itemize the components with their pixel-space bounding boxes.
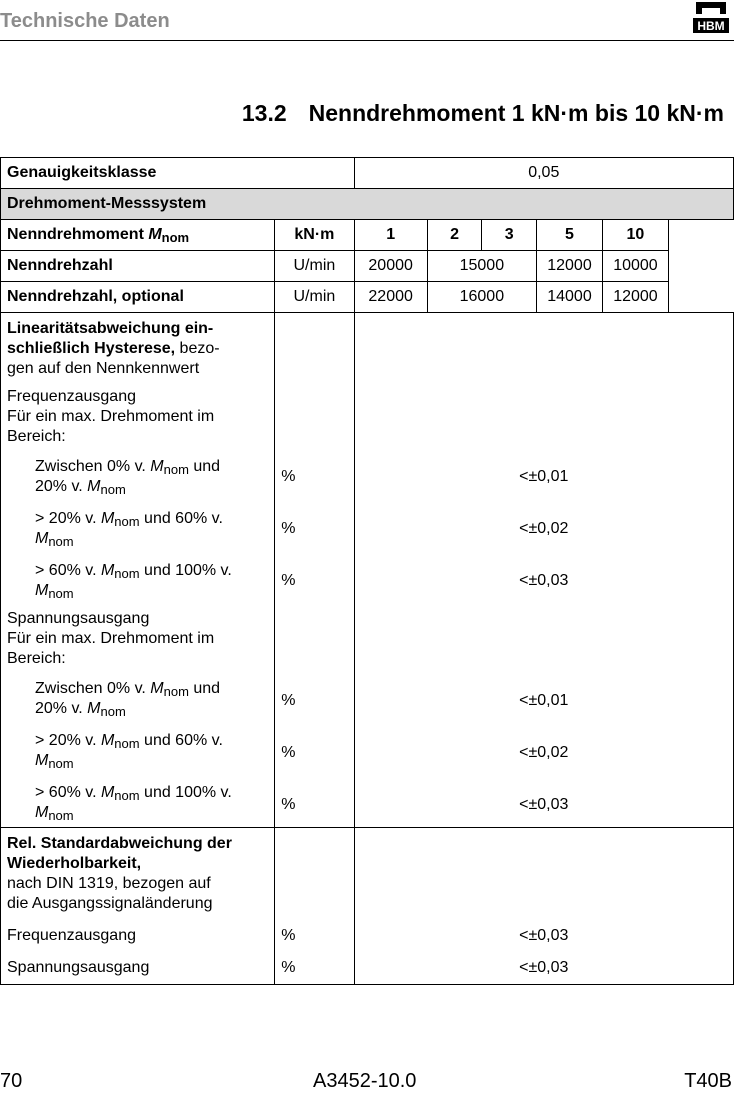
product-name: T40B — [684, 1070, 732, 1092]
header-title: Technische Daten — [0, 10, 170, 32]
doc-number: A3452-10.0 — [313, 1070, 417, 1092]
nominal-speed-optional-value: 22000 — [354, 282, 427, 313]
section-title — [242, 100, 724, 127]
nominal-torque-value: 1 — [354, 220, 427, 251]
repeatability-values: <±0,03 <±0,03 — [354, 828, 733, 985]
nominal-speed-unit: U/min — [275, 251, 354, 282]
nominal-speed-optional-value: 16000 — [427, 282, 536, 313]
linearity-labels: Linearitätsabweichung ein- schließlich Hysterese, bezo- gen auf den Nennkennwert Frequenzausgang Für ein max. Drehmoment im Bereich: Zwischen 0% v. $M_{nom}$ und 20% v. $M_{nom}$ > 20% v. $M_{nom}$ und 60% v. $M_{nom}$ > 60% v. $M_{nom}$ und 100% v. $M_{nom}$ Spannungsausgang Für ein max. Drehmoment im Bereich: Zwischen 0% v. $M_{nom}$ und 20% v. $M_{nom}$ > 20% v. $M_{nom}$ und 60% v. $M_{nom}$ > 60% v. $M_{nom}$ und 100% v. $M_{nom}$ — [1, 313, 275, 828]
table-row-system-heading — [1, 189, 734, 220]
nominal-speed-optional-value: 14000 — [536, 282, 602, 313]
nominal-speed-optional-unit: U/min — [275, 282, 354, 313]
table-row-nominal-speed-optional — [1, 282, 734, 313]
repeatability-units: % % — [275, 828, 354, 985]
nominal-speed-value: 15000 — [427, 251, 536, 282]
page-number: 70 — [0, 1070, 23, 1092]
table-row-nominal-speed — [1, 251, 734, 282]
nominal-torque-value: 10 — [602, 220, 668, 251]
nominal-torque-value: 5 — [536, 220, 602, 251]
linearity-values: <±0,01 <±0,02 <±0,03 <±0,01 <±0,02 <±0,03 — [354, 313, 733, 828]
repeatability-labels: Rel. Standardabweichung der Wiederholbarkeit, nach DIN 1319, bezogen auf die Ausgangssignaländerung Frequenzausgang Spannungsausgang — [1, 828, 275, 985]
nominal-torque-unit: kN·m — [275, 220, 354, 251]
nominal-speed-value: 12000 — [536, 251, 602, 282]
accuracy-label: Genauigkeitsklasse — [1, 158, 355, 189]
hbm-logo-text: HBM — [697, 19, 725, 33]
nominal-speed-value: 10000 — [602, 251, 668, 282]
nominal-torque-value: 2 — [427, 220, 482, 251]
header-rule — [0, 40, 734, 41]
section-number: 13.2 — [241, 100, 287, 126]
section-title-text: Nenndrehmoment 1 kN·m bis 10 kN·m — [308, 100, 724, 126]
table-row-linearity — [1, 313, 734, 828]
table-row-repeatability — [1, 828, 734, 985]
table-row-nominal-torque — [1, 220, 734, 251]
linearity-units: % % % % % % — [275, 313, 354, 828]
nominal-speed-value: 20000 — [354, 251, 427, 282]
nominal-speed-optional-label: Nenndrehzahl, optional — [1, 282, 275, 313]
system-heading: Drehmoment-Messsystem — [1, 189, 734, 220]
nominal-speed-optional-value: 12000 — [602, 282, 668, 313]
accuracy-value: 0,05 — [354, 158, 733, 189]
hbm-logo — [690, 0, 732, 36]
spec-table — [0, 157, 734, 985]
table-row-accuracy — [1, 158, 734, 189]
nominal-torque-label: Nenndrehmoment $M_{nom}$ — [1, 220, 275, 251]
nominal-torque-value: 3 — [482, 220, 537, 251]
nominal-speed-label: Nenndrehzahl — [1, 251, 275, 282]
